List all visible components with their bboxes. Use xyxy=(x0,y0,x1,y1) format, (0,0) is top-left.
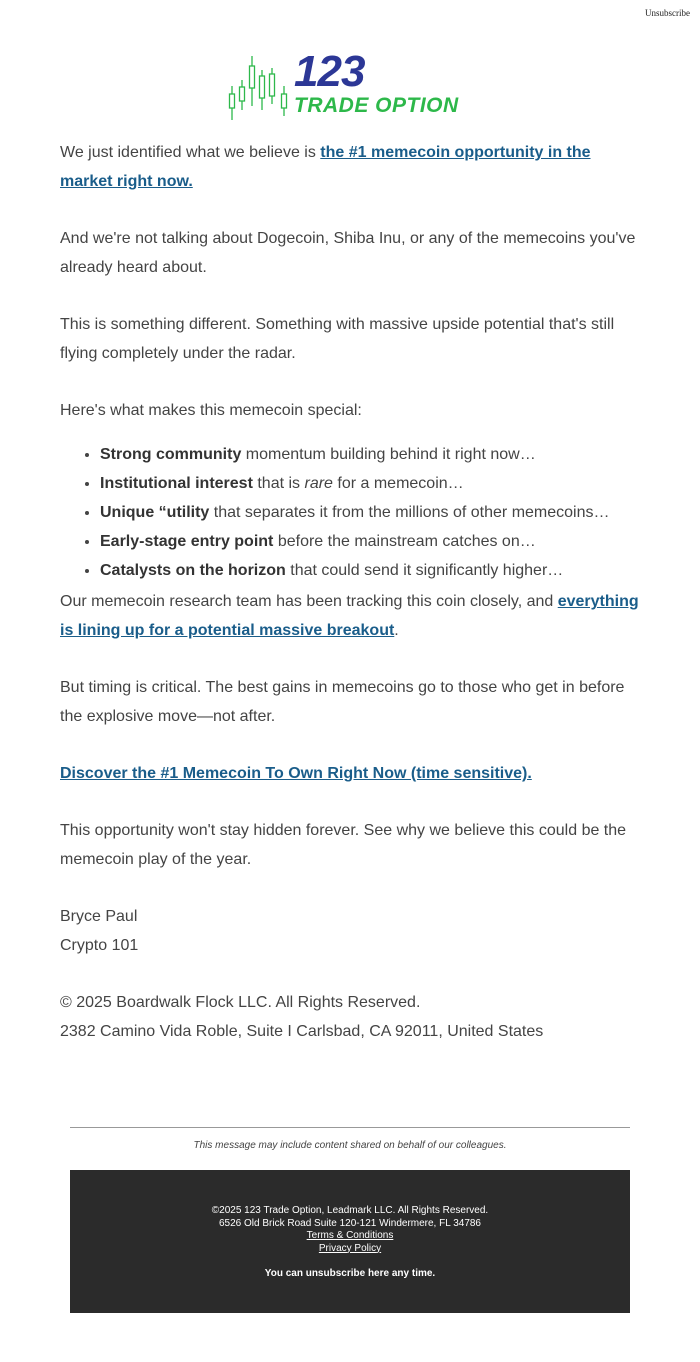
list-item-bold: Institutional interest xyxy=(100,475,253,492)
paragraph-research-team xyxy=(60,587,645,645)
list-item-text: before the mainstream catches on… xyxy=(273,533,536,550)
list-item xyxy=(100,527,645,556)
list-item-bold: Catalysts on the horizon xyxy=(100,562,286,579)
signature-name: Bryce Paul xyxy=(60,908,138,925)
list-item xyxy=(100,498,645,527)
paragraph-not-dogecoin: And we're not talking about Dogecoin, Shiba Inu, or any of the memecoins you've already heard about. xyxy=(60,230,636,276)
signature-org: Crypto 101 xyxy=(60,937,139,954)
paragraph-opportunity: This opportunity won't stay hidden forever. See why we believe this could be the memecoin play of the year. xyxy=(60,822,627,868)
discover-memecoin-link[interactable]: Discover the #1 Memecoin To Own Right Now (time sensitive). xyxy=(60,765,532,782)
research-text: Our memecoin research team has been tracking this coin closely, and xyxy=(60,593,558,610)
list-item-bold: Early-stage entry point xyxy=(100,533,274,550)
logo-wordmark: TRADE OPTION xyxy=(294,94,459,117)
disclaimer-text: This message may include content shared on behalf of our colleagues. xyxy=(193,1140,507,1151)
footer-unsubscribe-link[interactable]: You can unsubscribe here any time. xyxy=(264,1268,436,1279)
unsubscribe-top-link[interactable]: Unsubscribe xyxy=(645,8,690,18)
list-item-text: momentum building behind it right now… xyxy=(241,446,536,463)
intro-text: We just identified what we believe is xyxy=(60,144,321,161)
logo-number: 123 xyxy=(294,47,365,96)
footer-address: 6526 Old Brick Road Suite 120-121 Windermere, FL 34786 xyxy=(219,1217,481,1229)
candlestick-chart-icon xyxy=(226,54,292,122)
list-item-bold: Unique “utility xyxy=(100,504,210,521)
footer xyxy=(70,1170,630,1313)
email-body xyxy=(60,138,645,1046)
privacy-link[interactable]: Privacy Policy xyxy=(318,1242,382,1254)
cta-paragraph xyxy=(60,759,645,788)
feature-list xyxy=(60,440,645,585)
list-item xyxy=(100,469,645,498)
footer-copyright: ©2025 123 Trade Option, Leadmark LLC. All Rights Reserved. xyxy=(211,1205,489,1216)
list-item-text: that separates it from the millions of other memecoins… xyxy=(209,504,610,521)
body-copyright: © 2025 Boardwalk Flock LLC. All Rights Reserved. xyxy=(60,994,421,1011)
list-item-italic: rare xyxy=(304,475,333,492)
list-item-text: for a memecoin… xyxy=(332,475,464,492)
body-address: 2382 Camino Vida Roble, Suite I Carlsbad, CA 92011, United States xyxy=(60,1023,544,1040)
divider xyxy=(70,1127,630,1128)
list-item xyxy=(100,556,645,585)
list-item-text: that could send it significantly higher… xyxy=(285,562,564,579)
paragraph-timing: But timing is critical. The best gains in memecoins go to those who get in before the explosive move—not after. xyxy=(60,679,625,725)
list-item-text: that is xyxy=(252,475,305,492)
intro-paragraph xyxy=(60,138,645,196)
terms-link[interactable]: Terms & Conditions xyxy=(306,1230,394,1241)
paragraph-what-makes-special: Here's what makes this memecoin special: xyxy=(60,402,362,419)
list-item xyxy=(100,440,645,469)
list-item-bold: Strong community xyxy=(100,446,242,463)
breakout-link[interactable]: everything is lining up for a potential massive breakout xyxy=(60,593,639,639)
brand-logo[interactable] xyxy=(226,47,474,122)
paragraph-something-different: This is something different. Something with massive upside potential that's still flying completely under the radar. xyxy=(60,316,615,362)
research-end: . xyxy=(394,622,399,639)
memecoin-opportunity-link[interactable]: the #1 memecoin opportunity in the market right now. xyxy=(60,144,591,190)
